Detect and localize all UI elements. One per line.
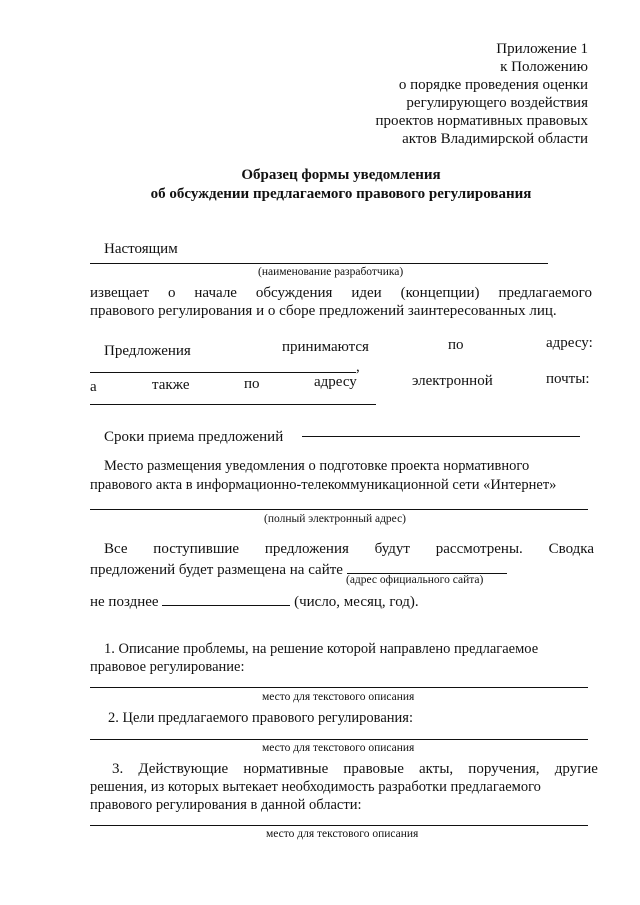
section1-caption: место для текстового описания [262,691,415,703]
form-title-line2: об обсуждении предлагаемого правового регулирования [150,186,532,202]
developer-name-line[interactable] [90,263,548,264]
also-word3: по [244,376,260,392]
section3-line3: правового регулирования в данной области: [90,797,362,813]
proposals-word4: адресу: [546,335,593,351]
section3-text-line[interactable] [90,825,588,826]
appendix-line: Приложение 1 [496,41,588,57]
web-address-caption: (полный электронный адрес) [264,513,406,525]
proposals-word1: Предложения [104,343,191,359]
placement-line1: Место размещения уведомления о подготовке проекта нормативного [104,458,530,474]
also-word2: также [152,377,190,393]
proposals-comma: , [356,359,360,375]
section2-caption: место для текстового описания [262,742,415,754]
also-word6: почты: [546,371,590,387]
appendix-line: проектов нормативных правовых [375,113,588,129]
review-line3: не позднее (число, месяц, год). [90,591,419,611]
date-field[interactable] [162,591,290,606]
intro-line1: извещает о начале обсуждения идеи (концепции) предлагаемого [90,285,592,301]
proposals-word2: принимаются [282,339,369,355]
proposals-word3: по [448,337,464,353]
web-address-line[interactable] [90,509,588,510]
deadline-label: Сроки приема предложений [104,429,284,445]
appendix-line: актов Владимирской области [402,131,588,147]
developer-name-caption: (наименование разработчика) [258,266,404,278]
also-word1: а [90,379,97,395]
section3-line2: решения, из которых вытекает необходимость разработки предлагаемого [90,779,541,795]
section2-line1: 2. Цели предлагаемого правового регулирования: [108,710,413,726]
also-word4: адресу [314,374,357,390]
also-word5: электронной [412,373,493,389]
section1-line1: 1. Описание проблемы, на решение которой направлено предлагаемое [104,641,539,657]
deadline-line[interactable] [302,436,580,437]
intro-line2: правового регулирования и о сборе предложений заинтересованных лиц. [90,303,557,319]
appendix-line: к Положению [500,59,588,75]
appendix-line: регулирующего воздействия [406,95,588,111]
official-site-caption: (адрес официального сайта) [346,574,484,586]
section3-caption: место для текстового описания [266,828,419,840]
section3-line1: 3. Действующие нормативные правовые акты, поручения, другие [112,761,598,777]
review-line1: Все поступившие предложения будут рассмотрены. Сводка [104,541,594,557]
section1-line2: правовое регулирование: [90,659,245,675]
intro-word: Настоящим [104,241,178,257]
official-site-field[interactable] [347,559,507,574]
form-title-line1: Образец формы уведомления [241,167,441,183]
email-line[interactable] [90,404,376,405]
section1-text-line[interactable] [90,687,588,688]
placement-line2: правового акта в информационно-телекоммуникационной сети «Интернет» [90,477,557,493]
review-line2: предложений будет размещена на сайте [90,559,507,579]
appendix-line: о порядке проведения оценки [398,77,588,93]
section2-text-line[interactable] [90,739,588,740]
